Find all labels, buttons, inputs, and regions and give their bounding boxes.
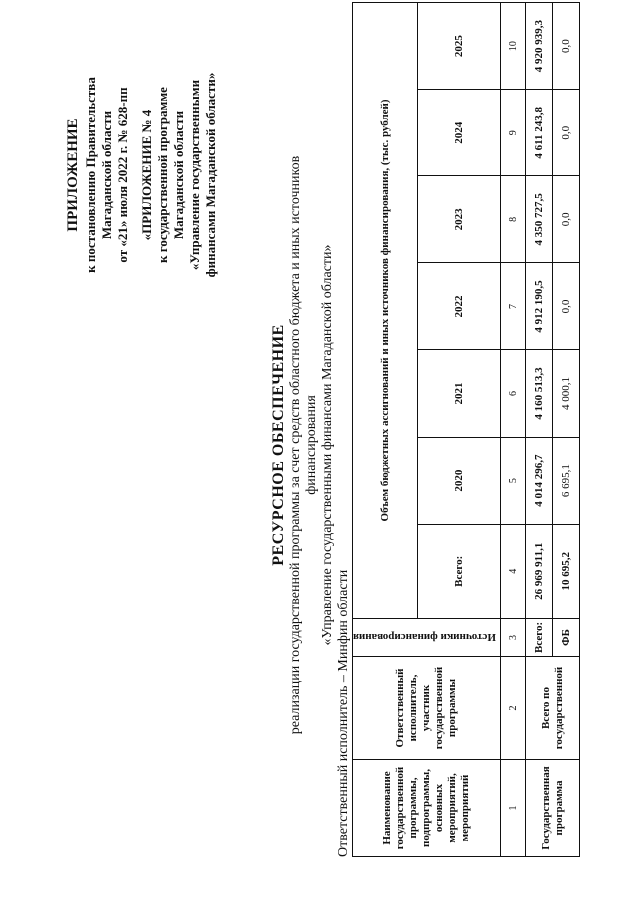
appendix-block — [65, 40, 219, 310]
col-number: 9 — [501, 90, 526, 176]
appendix-line: финансами Магаданской области» — [203, 72, 218, 278]
header-volume: Объем бюджетных ассигнований и иных источников финансирования, (тыс. рублей) — [353, 3, 418, 619]
row-source: ФБ — [553, 618, 580, 656]
appendix-subtitle: «ПРИЛОЖЕНИЕ № 4 — [139, 109, 154, 241]
header-year: 2020 — [418, 437, 501, 524]
header-executor: Ответственный исполнитель, участник государственной программы — [353, 657, 501, 760]
row-year-value: 4 014 296,7 — [526, 437, 553, 524]
header-year: 2024 — [418, 90, 501, 176]
col-number: 6 — [501, 350, 526, 437]
document-subtitle: реализации государственной программы за счет средств областного бюджета и иных источников финансирования — [288, 155, 319, 735]
header-source-label: Источники финансирования — [353, 631, 496, 644]
col-number: 5 — [501, 437, 526, 524]
row-year-value: 4 350 727,5 — [526, 176, 553, 263]
appendix-line: к государственной программе — [155, 87, 170, 263]
header-year: 2023 — [418, 176, 501, 263]
col-number: 2 — [501, 657, 526, 760]
row-year-value: 4 160 513,3 — [526, 350, 553, 437]
col-number: 7 — [501, 263, 526, 350]
col-number: 1 — [501, 760, 526, 857]
appendix-line: Магаданской области — [171, 110, 186, 240]
row-year-value: 4 611 243,8 — [526, 90, 553, 176]
appendix-line: от «21» июля 2022 г. № 628-пп — [115, 87, 130, 263]
header-total: Всего: — [418, 524, 501, 618]
row-source: Всего: — [526, 618, 553, 656]
row-year-value: 0,0 — [553, 263, 580, 350]
row-total: 10 695,2 — [553, 524, 580, 618]
row-name: Государственная программа — [526, 760, 580, 857]
header-year: 2021 — [418, 350, 501, 437]
col-number: 8 — [501, 176, 526, 263]
row-year-value: 4 920 939,3 — [526, 3, 553, 90]
document-title: РЕСУРСНОЕ ОБЕСПЕЧЕНИЕ — [270, 324, 287, 566]
appendix-title: ПРИЛОЖЕНИЕ — [65, 118, 81, 232]
table-row — [526, 3, 553, 857]
appendix-line: к постановлению Правительства — [83, 77, 98, 273]
header-source — [353, 618, 501, 656]
row-executor: Всего по государственной — [526, 657, 580, 760]
col-number: 3 — [501, 618, 526, 656]
header-name: Наименование государственной программы, подпрограммы, основных мероприятий, мероприятий — [353, 760, 501, 857]
document-subtitle: «Управление государственными финансами Магаданской области» — [320, 244, 335, 646]
row-year-value: 0,0 — [553, 176, 580, 263]
row-year-value: 4 912 190,5 — [526, 263, 553, 350]
row-year-value: 6 695,1 — [553, 437, 580, 524]
header-year: 2022 — [418, 263, 501, 350]
header-year: 2025 — [418, 3, 501, 90]
appendix-line: Магаданской области — [99, 110, 114, 240]
appendix-line: «Управление государственными — [187, 79, 202, 271]
document-heading — [270, 125, 336, 765]
row-year-value: 0,0 — [553, 3, 580, 90]
row-year-value: 4 000,1 — [553, 350, 580, 437]
row-year-value: 0,0 — [553, 90, 580, 176]
responsible-executor: Ответственный исполнитель – Минфин области — [336, 569, 351, 857]
col-number: 4 — [501, 524, 526, 618]
col-number: 10 — [501, 3, 526, 90]
resource-table — [352, 2, 580, 857]
row-total: 26 969 911,1 — [526, 524, 553, 618]
